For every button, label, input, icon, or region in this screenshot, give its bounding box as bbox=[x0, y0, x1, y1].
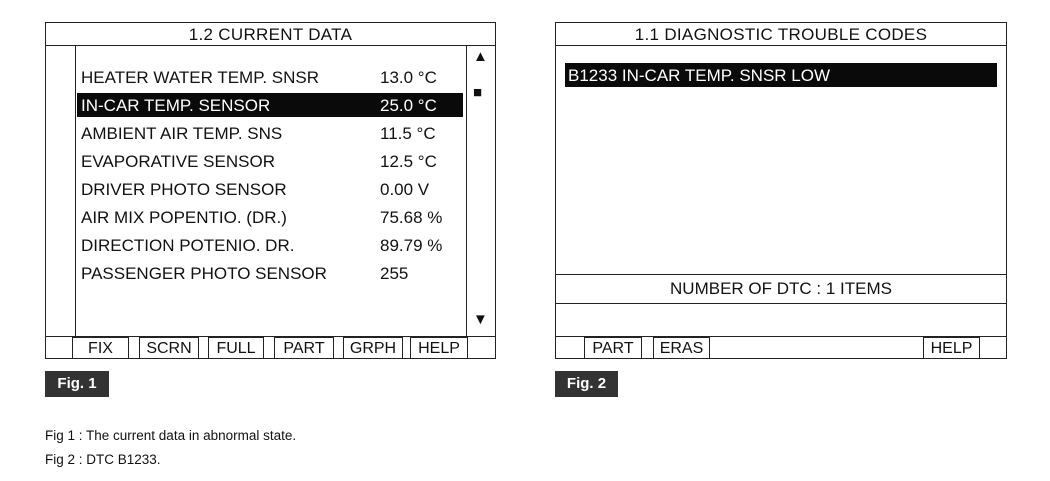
dtc-title: 1.1 DIAGNOSTIC TROUBLE CODES bbox=[556, 23, 1006, 46]
eras-button[interactable]: ERAS bbox=[653, 337, 710, 358]
data-row-value: 89.79 % bbox=[380, 236, 443, 255]
scrollbar-divider bbox=[466, 46, 467, 337]
part-button[interactable]: PART bbox=[274, 337, 334, 358]
data-row[interactable] bbox=[77, 149, 463, 173]
dtc-row-selected[interactable] bbox=[565, 63, 997, 87]
current-data-screen bbox=[45, 22, 496, 359]
scroll-thumb-icon[interactable]: ■ bbox=[473, 84, 483, 101]
data-row-label: DRIVER PHOTO SENSOR bbox=[81, 180, 287, 199]
data-row[interactable] bbox=[77, 65, 463, 89]
full-button[interactable]: FULL bbox=[208, 337, 264, 358]
data-row-value: 13.0 °C bbox=[380, 68, 437, 87]
data-row-label: DIRECTION POTENIO. DR. bbox=[81, 236, 295, 255]
caption-line-1: Fig 1 : The current data in abnormal state. bbox=[45, 428, 297, 443]
dtc-count-divider-top bbox=[556, 274, 1006, 275]
current-data-title: 1.2 CURRENT DATA bbox=[46, 23, 495, 46]
data-row[interactable] bbox=[77, 205, 463, 229]
fix-button[interactable]: FIX bbox=[72, 337, 129, 358]
figure-2-label: Fig. 2 bbox=[555, 371, 618, 397]
data-row-label: IN-CAR TEMP. SENSOR bbox=[81, 96, 271, 115]
data-row-value: 12.5 °C bbox=[380, 152, 437, 171]
help-button[interactable]: HELP bbox=[410, 337, 468, 358]
data-row-label: EVAPORATIVE SENSOR bbox=[81, 152, 275, 171]
data-row[interactable] bbox=[77, 177, 463, 201]
data-row-value: 0.00 V bbox=[380, 180, 430, 199]
scroll-up-arrow-icon[interactable]: ▲ bbox=[473, 48, 488, 65]
dtc-screen bbox=[555, 22, 1007, 359]
scroll-down-arrow-icon[interactable]: ▼ bbox=[473, 311, 488, 328]
data-row[interactable] bbox=[77, 261, 463, 285]
left-margin-line bbox=[75, 46, 76, 337]
data-row-label: AIR MIX POPENTIO. (DR.) bbox=[81, 208, 287, 227]
data-row-value: 75.68 % bbox=[380, 208, 443, 227]
scrn-button[interactable]: SCRN bbox=[139, 337, 199, 358]
data-row-label: HEATER WATER TEMP. SNSR bbox=[81, 68, 320, 87]
figure-1-label: Fig. 1 bbox=[45, 371, 109, 397]
dtc-count-text: NUMBER OF DTC : 1 ITEMS bbox=[670, 279, 892, 298]
data-row-selected[interactable] bbox=[77, 93, 463, 117]
part-button[interactable]: PART bbox=[584, 337, 642, 358]
data-row[interactable] bbox=[77, 121, 463, 145]
dtc-code-text: B1233 IN-CAR TEMP. SNSR LOW bbox=[568, 66, 831, 85]
data-row-value: 25.0 °C bbox=[380, 96, 437, 115]
grph-button[interactable]: GRPH bbox=[343, 337, 403, 358]
data-row-value: 255 bbox=[380, 264, 409, 283]
data-row-label: PASSENGER PHOTO SENSOR bbox=[81, 264, 327, 283]
data-row-value: 11.5 °C bbox=[380, 124, 436, 143]
caption-line-2: Fig 2 : DTC B1233. bbox=[45, 452, 161, 467]
data-row[interactable] bbox=[77, 233, 463, 257]
data-row-label: AMBIENT AIR TEMP. SNS bbox=[81, 124, 283, 143]
dtc-count-divider-bottom bbox=[556, 303, 1006, 304]
help-button[interactable]: HELP bbox=[923, 337, 980, 358]
